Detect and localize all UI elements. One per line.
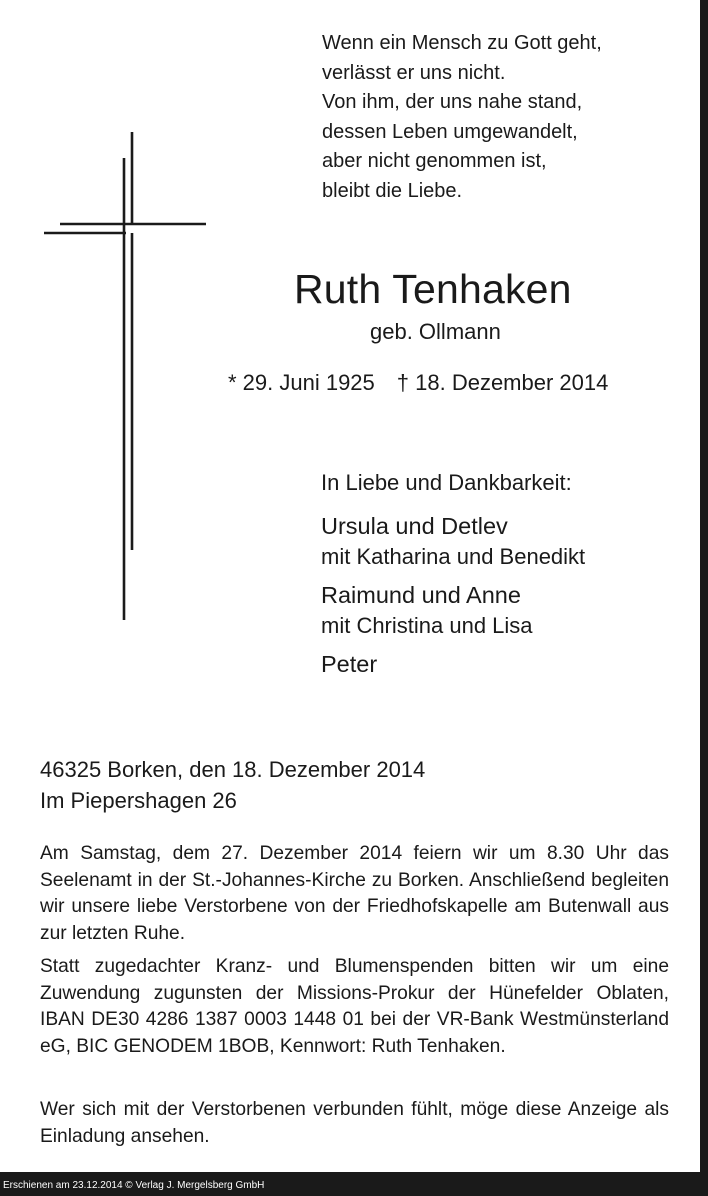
cross-icon <box>42 130 212 620</box>
funeral-paragraph: Am Samstag, dem 27. Dezember 2014 feiern wir um 8.30 Uhr das Seelenamt in der St.-Johannes-Kirche zu Borken. Anschließend begleiten wir unsere liebe Verstorbene von der Friedhofskapelle am Butenwall aus zur letzten Ruhe. <box>40 843 669 944</box>
poem-line: Wenn ein Mensch zu Gott geht, <box>322 32 602 54</box>
mourner-children: mit Katharina und Benedikt <box>321 544 586 569</box>
poem-line: aber nicht genommen ist, <box>322 150 547 172</box>
life-dates <box>228 370 608 396</box>
death-date: † 18. Dezember 2014 <box>396 370 609 395</box>
list-item <box>321 649 585 679</box>
publication-note: Erschienen am 23.12.2014 © Verlag J. Mergelsberg GmbH <box>3 1180 265 1191</box>
poem-line: dessen Leben umgewandelt, <box>322 120 578 143</box>
mourner-names: Raimund und Anne <box>321 582 521 608</box>
right-border <box>700 0 708 1196</box>
list-item <box>321 511 585 572</box>
street-address: Im Piepershagen 26 <box>40 788 237 813</box>
address-block <box>40 754 425 816</box>
mourners-intro: In Liebe und Dankbarkeit: <box>321 470 572 495</box>
donation-paragraph: Statt zugedachter Kranz- und Blumenspenden bitten wir um eine Zuwendung zugunsten der Missions-Prokur der Hünefelder Oblaten, IBAN DE30 4286 1387 0003 1448 01 bei der VR-Bank Westmünsterland eG, BIC GENODEM 1BOB, Kennwort: Ruth Tenhaken. <box>40 956 669 1057</box>
city-date: 46325 Borken, den 18. Dezember 2014 <box>40 757 426 782</box>
invitation-paragraph: Wer sich mit der Verstorbenen verbunden fühlt, möge diese Anzeige als Einladung ansehen. <box>40 1099 669 1147</box>
maiden-name: geb. Ollmann <box>370 319 501 344</box>
mourners-list <box>321 511 585 687</box>
birth-date: * 29. Juni 1925 <box>228 370 375 395</box>
poem-line: Von ihm, der uns nahe stand, <box>322 91 583 113</box>
mourner-names: Peter <box>321 651 378 677</box>
mourner-children: mit Christina und Lisa <box>321 613 533 638</box>
poem-line: bleibt die Liebe. <box>322 179 463 202</box>
deceased-name: Ruth Tenhaken <box>294 266 572 312</box>
mourner-names: Ursula und Detlev <box>321 513 508 539</box>
poem-line: verlässt er uns nicht. <box>322 61 506 84</box>
poem <box>322 29 682 206</box>
list-item <box>321 580 585 641</box>
